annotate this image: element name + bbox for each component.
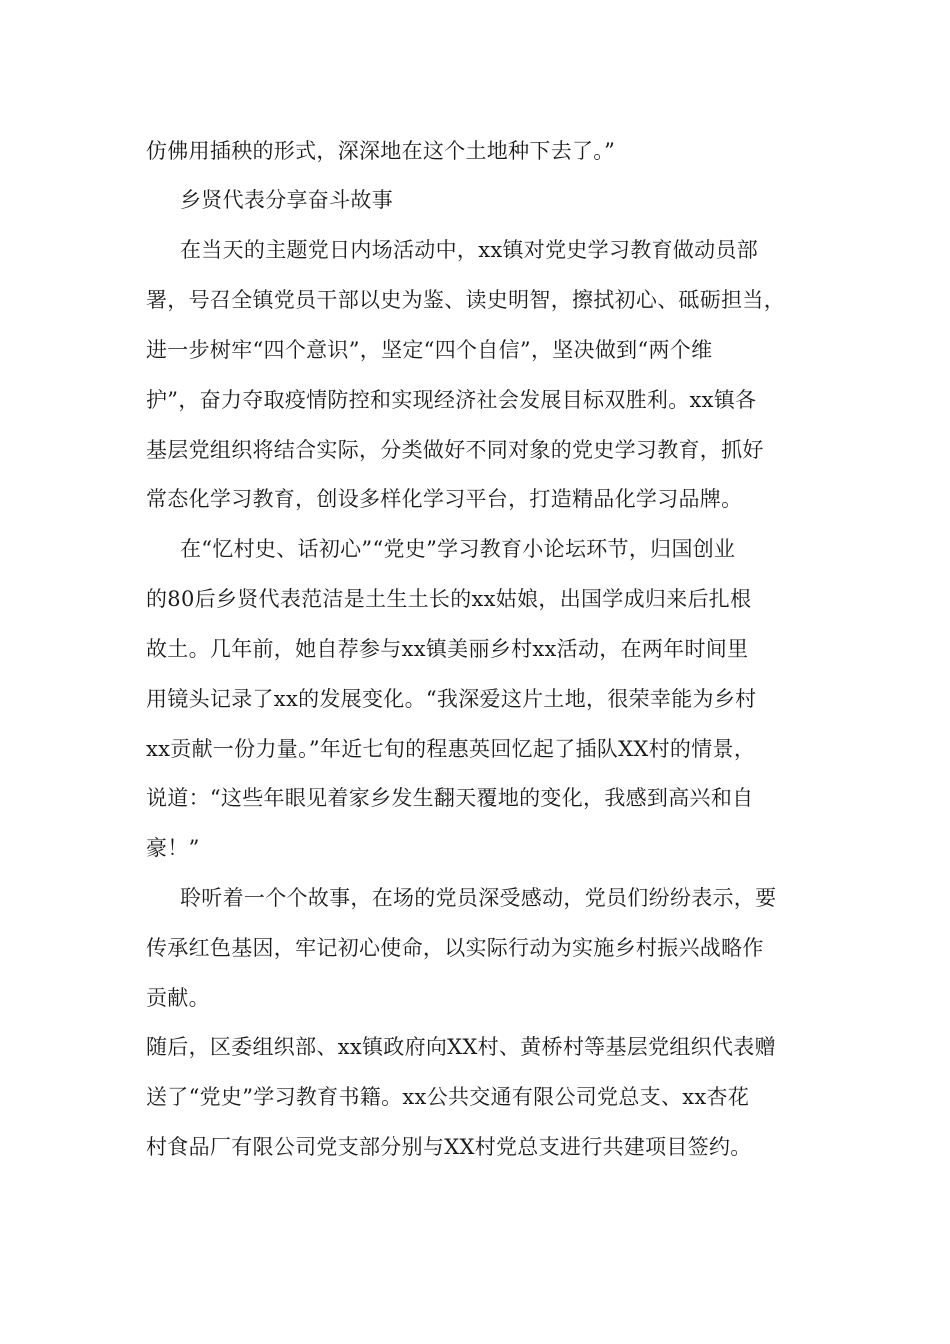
text-line: 贡献。 <box>146 986 210 1010</box>
text-line: 在“忆村史、话初心”“党史”学习教育小论坛环节，归国创业 <box>180 537 736 561</box>
text-line: 进一步树牢“四个意识”，坚定“四个自信”，坚决做到“两个维 <box>146 338 713 362</box>
text-line: 故土。几年前，她自荐参与xx镇美丽乡村xx活动，在两年时间里 <box>146 637 749 661</box>
text-line: 署，号召全镇党员干部以史为鉴、读史明智，擦拭初心、砥砺担当， <box>146 288 785 312</box>
text-line: 传承红色基因，牢记初心使命，以实际行动为实施乡村振兴战略作 <box>146 936 764 960</box>
text-line: 在当天的主题党日内场活动中，xx镇对党史学习教育做动员部 <box>180 238 759 262</box>
text-line: 护”，奋力夺取疫情防控和实现经济社会发展目标双胜利。xx镇各 <box>146 388 757 412</box>
text-line: 随后，区委组织部、xx镇政府向XX村、黄桥村等基层党组织代表赠 <box>146 1035 776 1059</box>
section-heading: 乡贤代表分享奋斗故事 <box>180 188 393 212</box>
text-line: 村食品厂有限公司党支部分别与XX村党总支进行共建项目签约。 <box>146 1135 752 1159</box>
text-line: 的80后乡贤代表范洁是土生土长的xx姑娘，出国学成归来后扎根 <box>146 587 752 611</box>
text-line: 送了“党史”学习教育书籍。xx公共交通有限公司党总支、xx杏花 <box>146 1085 750 1109</box>
text-line: 仿佛用插秧的形式，深深地在这个土地种下去了。” <box>146 139 616 163</box>
text-line: 说道：“这些年眼见着家乡发生翻天覆地的变化，我感到高兴和自 <box>146 786 754 810</box>
text-line: 常态化学习教育，创设多样化学习平台，打造精品化学习品牌。 <box>146 487 743 511</box>
text-line: 基层党组织将结合实际，分类做好不同对象的党史学习教育，抓好 <box>146 438 764 462</box>
text-line: 聆听着一个个故事，在场的党员深受感动，党员们纷纷表示，要 <box>180 886 777 910</box>
text-line: 用镜头记录了xx的发展变化。“我深爱这片土地，很荣幸能为乡村 <box>146 687 757 711</box>
text-line: xx贡献一份力量。”年近七旬的程惠英回忆起了插队XX村的情景， <box>146 737 756 761</box>
text-line: 豪！” <box>146 836 200 860</box>
